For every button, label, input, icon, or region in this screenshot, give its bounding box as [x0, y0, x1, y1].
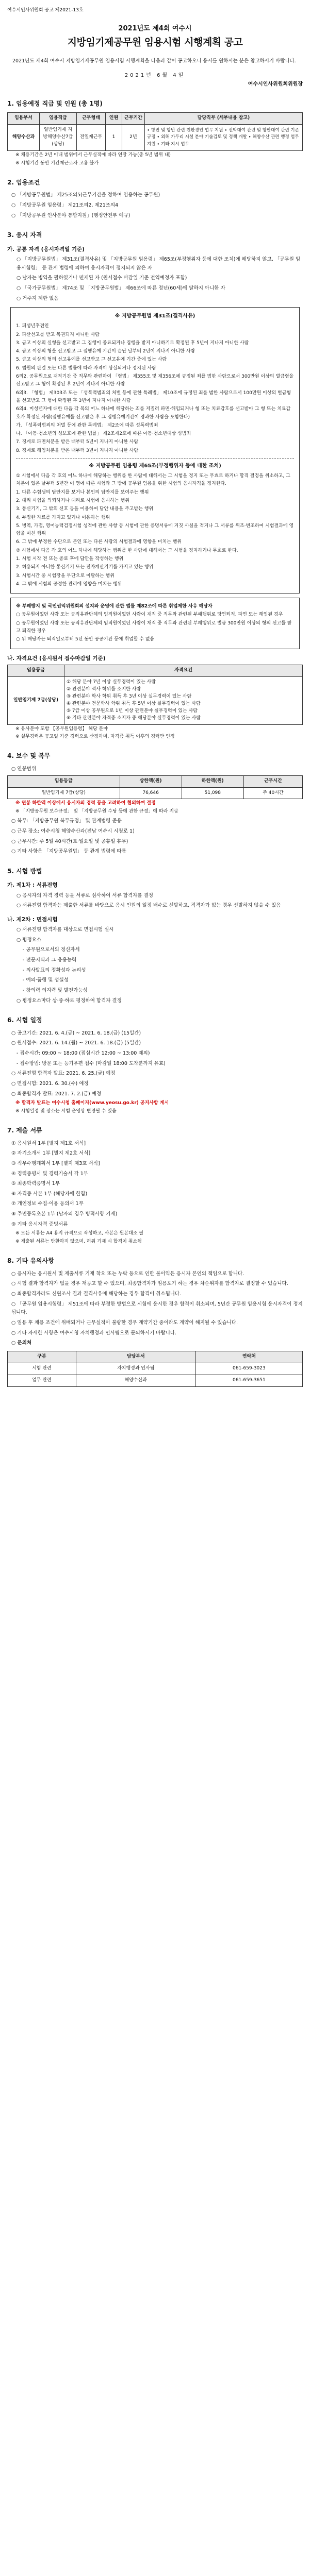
box-line: 4. 부정한 자료를 가지고 있거나 이용하는 행위 — [16, 515, 110, 520]
box-line: 5. 금고 이상의 형의 선고유예를 선고받고 그 선고유예 기간 중에 있는 사람 — [16, 357, 167, 363]
table-header-row — [8, 665, 303, 676]
s4-note: ※ 연봉 하한액 이상에서 응시자의 경력 등을 고려하여 협의하여 결정 — [15, 801, 156, 806]
box-line: 2. 파산선고를 받고 복권되지 아니한 사람 — [16, 332, 100, 337]
th-type: 근무형태 — [77, 113, 106, 125]
s7-item: ② 자기소개서 1부 [별지 제2호 서식] — [11, 1150, 91, 1157]
th-count: 인원 — [106, 113, 122, 125]
s6-note: ※ 합격자 발표는 여수시청 홈페이지(www.yeosu.go.kr) 공지사항 게시 — [15, 1100, 169, 1106]
s7-item: ⑥ 자격증 사본 1부 (해당자에 한함) — [11, 1191, 88, 1197]
s5-item: ○ 평정요소 — [17, 937, 42, 943]
s4-item: ○ 근무 장소: 여수시청 해양수산과(전남 여수시 시청로 1) — [11, 828, 135, 834]
s2-item: ○ 「지방공무원 임용령」 제21조의2, 제21조의4 — [11, 202, 119, 209]
th-hours: 근무시간 — [243, 775, 302, 787]
s6-item: - 접수방법: 방문 또는 등기우편 접수 (마감일 18:00 도착분까지 유효) — [17, 1060, 166, 1066]
th-salary-rank: 임용등급 — [8, 775, 120, 787]
s5-item: - 공무원으로서의 정신자세 — [23, 947, 80, 953]
th-contact-type: 구분 — [8, 1351, 76, 1363]
s5-item: ○ 서류전형 합격자는 제출한 서류를 바탕으로 응시 인원의 일정 배수로 선발하고, 적격자가 없는 경우 선발하지 않을 수 있음 — [17, 903, 281, 909]
s3-note: ※ 유사분야 포함 【공무원임용령】 해당 분야 — [15, 726, 108, 732]
s7-item: ⑤ 최종학력증명서 1부 — [11, 1181, 60, 1187]
th-req: 자격요건 — [64, 665, 303, 676]
cell-rank: 일반임기제 지방해양수산7급 (상당) — [40, 125, 77, 151]
s7-item: ④ 경력증명서 및 경력기술서 각 1부 — [11, 1171, 88, 1177]
s4-sub: ○ 연봉범위 — [11, 766, 37, 772]
cell-type: 전일제근무 — [77, 125, 106, 151]
box-line: 2. 허용되지 아니한 통신기기 또는 전자계산기기를 가지고 있는 행위 — [16, 565, 154, 570]
s6-item: ○ 원서접수: 2021. 6. 14.(월) ~ 2021. 6. 18.(금) (5일간) — [11, 1040, 141, 1046]
req-item: ⑤ 7급 이상 공무원으로 1년 이상 관련분야 실무경력이 있는 사람 — [67, 708, 198, 714]
box-line: 나. 「아동·청소년의 성보호에 관한 법률」 제2조제2호에 따른 아동·청소년대상 성범죄 — [16, 431, 191, 437]
cell-contact-type: 업무 관련 — [8, 1375, 76, 1386]
section-7-title: 7. 제출 서류 — [7, 1127, 42, 1134]
th-period: 근무기간 — [122, 113, 145, 125]
box-line: 1. 다른 수험생의 답안지를 보거나 본인의 답안지를 보여주는 행위 — [16, 489, 149, 495]
notice-title: 지방임기제공무원 임용시험 시행계획 공고 — [67, 37, 243, 48]
s5-item: - 창의력·의지력 및 발전가능성 — [23, 987, 88, 993]
s1-note-1: ※ 채용기간은 2년 이내 범위에서 근무실적에 따라 연장 가능(총 5년 범위 내) — [15, 152, 171, 158]
s5-item: - 예의·품행 및 성실성 — [23, 977, 69, 984]
box-line: 5. 병역, 가점, 영어능력검정시험 성적에 관한 사항 등 시험에 관한 증명서류에 거짓 사실을 적거나 그 서류를 위조·변조하여 시험결과에 영향을 미친 행위 — [16, 523, 294, 537]
s2-item: ○ 「지방공무원법」 제25조의5(근무기간을 정하여 임용하는 공무원) — [11, 192, 160, 198]
req-item: ① 해당 분야 7년 이상 실무경력이 있는 사람 — [67, 679, 156, 685]
s7-note: ※ 모든 서류는 A4 용지 규격으로 작성하고, 사본은 원본대조 필 — [15, 1231, 143, 1236]
s8-item: ○ 기타 자세한 사항은 여수시청 자치행정과 인사팀으로 문의하시기 바랍니다. — [11, 1330, 176, 1336]
box-line: ② 시험에서 다음 각 호의 어느 하나에 해당하는 행위를 한 사람에 대해서는 그 시험을 정지하거나 무효로 한다. — [16, 548, 238, 553]
s7-note: ※ 제출된 서류는 반환하지 않으며, 허위 기재 시 합격이 취소됨 — [15, 1239, 142, 1245]
box-line: 3. 통신기기, 그 밖의 신호 등을 이용하여 답안 내용을 주고받는 행위 — [16, 506, 154, 512]
s1-note-2: ※ 시험기간 동안 기간제근로자 고용 불가 — [15, 160, 99, 166]
s2-item: ○ 「지방공무원 인사분야 통합지침」(행정안전부 예규) — [11, 212, 130, 218]
cell-salary-max: 76,646 — [120, 787, 182, 799]
th-duty: 담당직무 (세부내용 참고) — [145, 113, 303, 125]
table-row — [8, 125, 303, 151]
box-line: 6. 법원의 판결 또는 다른 법률에 따라 자격이 상실되거나 정지된 사람 — [16, 365, 156, 371]
anticorruption-box — [10, 598, 300, 649]
box-line: 8. 징계로 해임처분을 받은 때부터 3년이 지나지 아니한 사람 — [16, 448, 139, 453]
section-6-title: 6. 시험 일정 — [7, 1016, 42, 1024]
box-line: 4. 금고 이상의 형을 선고받고 그 집행유예 기간이 끝난 날부터 2년이 지나지 아니한 사람 — [16, 349, 195, 354]
box-line: 6. 그 밖에 부정한 수단으로 본인 또는 다른 사람의 시험결과에 영향을 미치는 행위 — [16, 539, 182, 545]
notice-number: 여수시인사위원회 공고 제2021-13호 — [7, 8, 84, 13]
recruit-table — [7, 112, 303, 151]
s7-item: ⑧ 주민등록초본 1부 (남자의 경우 병적사항 기재) — [11, 1211, 118, 1217]
cell-contact-dept: 해양수산과 — [76, 1375, 195, 1386]
cell-contact-dept: 자치행정과 인사팀 — [76, 1363, 195, 1375]
s3-item: ○ 남자는 병역을 필하였거나 면제된 자 (원서접수 마감일 기준 전역예정자 포함) — [17, 275, 187, 281]
box-line: 6의2. 공무원으로 재직기간 중 직무와 관련하여 「형법」 제355조 및 제356조에 규정된 죄를 범한 사람으로서 300만원 이상의 벌금형을 선고받고 그 형이 확정된 후 2년이 지나지 아니한 사람 — [16, 374, 294, 387]
s7-item: ① 응시원서 1부 [별지 제1호 서식] — [11, 1140, 86, 1146]
th-dept: 임용부서 — [8, 113, 40, 125]
s4-item: ○ 복무: 「지방공무원 복무규정」 및 관계법령 준용 — [11, 818, 122, 824]
issuing-org: 여수시인사위원회위원장 — [248, 81, 303, 88]
s6-item: ○ 면접시험: 2021. 6. 30.(수) 예정 — [11, 1080, 89, 1087]
s8-item: ○ 최종합격자라도 신원조사 결과 결격사유에 해당하는 경우 합격이 취소됩니다. — [11, 1291, 182, 1297]
section-5-title: 5. 시험 방법 — [7, 867, 42, 875]
requirement-table — [7, 665, 303, 725]
table-row — [8, 1375, 303, 1386]
cell-duty: ∙ 항만 및 항만 관련 친환경인 업무 지원 ∙ 선박대여 관련 및 항만대여 관련 기존 규정 ∙ 외해 가두리 시설 분야 기술검토 및 정책 개발 ∙ 해양수산 관련 행정 업무 지원 ∙ 기타 지시 업무 — [145, 125, 303, 151]
s6-item: ○ 서류전형 합격자 발표: 2021. 6. 25.(금) 예정 — [11, 1071, 116, 1077]
cell-count: 1 — [106, 125, 122, 151]
box-line: 가. 「성폭력범죄의 처벌 등에 관한 특례법」 제2조에 따른 성폭력범죄 — [16, 422, 158, 428]
req-item: ④ 관련분야 전문학사 학위 취득 후 5년 이상 실무경력이 있는 사람 — [67, 701, 201, 706]
cell-contact-type: 시험 관련 — [8, 1363, 76, 1375]
s3-item: ○ 「지방공무원법」 제31조(결격사유) 및 「지방공무원 임용령」 제65조(부정행위자 등에 대한 조치)에 해당하지 않고, 「공무원 임용시험령」 등 관계 법령에 의하여 응시자격이 정지되지 않은 자 — [17, 257, 301, 271]
section-8-title: 8. 기타 유의사항 — [7, 1257, 54, 1265]
section-3-title: 3. 응시 자격 — [7, 231, 42, 239]
s7-item: ⑨ 기타 응시자격 증빙서류 — [11, 1221, 68, 1227]
notice-subtitle: 2021년도 제4회 여수시 — [118, 24, 192, 32]
box-line: 2. 대리 시험을 의뢰하거나 대리로 시험에 응시하는 행위 — [16, 498, 129, 503]
s8-item: ○ 임용 후 채용 조건에 위배되거나 근무실적이 불량한 경우 계약기간 중이라도 계약이 해지될 수 있습니다. — [11, 1319, 238, 1326]
s8-item: ○ 「공무원 임용시험령」 제51조에 따라 부정한 방법으로 시험에 응시한 경우 합격이 취소되며, 5년간 공무원 임용시험 응시자격이 정지됩니다. — [11, 1301, 303, 1316]
s4-item: ○ 근무시간: 주 5일 40시간(토·일요일 및 공휴일 휴무) — [11, 838, 128, 844]
s6-item: - 접수시간: 09:00 ~ 18:00 (점심시간 12:00 ~ 13:00 제외) — [17, 1050, 150, 1057]
notice-date: 2021년 6월 4일 — [124, 72, 186, 78]
box2-title: ※ 지방공무원 임용령 제65조(부정행위자 등에 대한 조치) — [89, 463, 221, 469]
table-header-row — [8, 1351, 303, 1363]
table-row — [8, 1363, 303, 1375]
box-line: 1. 시험 시작 전 또는 종료 후에 답안을 작성하는 행위 — [16, 556, 124, 562]
table-row — [8, 676, 303, 724]
box-line: ① 시험에서 다음 각 호의 어느 하나에 해당하는 행위를 한 사람에 대해서는 그 시험을 정지 또는 무효로 하거나 합격 결정을 취소하고, 그 처분이 있은 날부터 5년간 이 영에 따른 시험과 그 밖에 공무원 임용을 위한 시험의 응시자격을 정지한다. — [16, 473, 290, 487]
box-line: ○ 공무원이었던 사람 또는 공직유관단체의 임직원이었던 사람이 재직 중 직무와 관련된 부패행위로 벌금 300만원 이상의 형의 선고를 받고 퇴직한 경우 — [16, 620, 292, 634]
disqualification-box — [10, 307, 300, 594]
table-header-row — [8, 113, 303, 125]
s4-item: ○ 기타 사항은 「지방공무원법」 등 관계 법령에 따름 — [11, 849, 126, 855]
th-rank: 임용직급 — [40, 113, 77, 125]
box-line: 3. 시험시간 중 시험장을 무단으로 이탈하는 행위 — [16, 573, 115, 579]
box-line: 3. 금고 이상의 실형을 선고받고 그 집행이 종료되거나 집행을 받지 아니하기로 확정된 후 5년이 지나지 아니한 사람 — [16, 340, 249, 346]
s3-sub1: 가. 공통 자격 (응시자격일 기준) — [7, 246, 85, 252]
cell-hours: 주 40시간 — [243, 787, 302, 799]
box-line: 6의3. 「형법」 제303조 또는 「성폭력범죄의 처벌 등에 관한 특례법」 제10조에 규정된 죄를 범한 사람으로서 100만원 이상의 벌금형을 선고받고 그 형이 확정된 후 3년이 지나지 아니한 사람 — [16, 390, 291, 403]
req-item: ⑥ 기타 관련분야 자격증 소지자 중 해당분야 실무경력이 있는 사람 — [67, 715, 201, 721]
box-line: 4. 그 밖에 시험의 공정한 관리에 영향을 미치는 행위 — [16, 581, 122, 587]
cell-period: 2년 — [122, 125, 145, 151]
contact-table — [7, 1351, 303, 1387]
s3-sub2: 나. 자격요건 (응시원서 접수마감일 기준) — [7, 655, 106, 662]
s5-sub2: 나. 제2차 : 면접시험 — [7, 916, 58, 923]
table-header-row — [8, 775, 303, 787]
cell-contact-phone: 061-659-3651 — [195, 1375, 302, 1386]
th-salary-min: 하한액(원) — [182, 775, 243, 787]
intro-paragraph: 2021년도 제4회 여수시 지방임기제공무원 임용시험 시행계획을 다음과 같이 공고하오니 응시를 원하시는 분은 참고하시기 바랍니다. — [12, 58, 296, 64]
box-title: ※ 지방공무원법 제31조(결격사유) — [115, 313, 195, 319]
s5-item: - 전문지식과 그 응용능력 — [23, 957, 77, 963]
s7-item: ③ 직무수행계획서 1부 [별지 제3호 서식] — [11, 1160, 100, 1166]
s6-item: ○ 공고기간: 2021. 6. 4.(금) ~ 2021. 6. 18.(금) (15일간) — [11, 1030, 141, 1036]
section-4-title: 4. 보수 및 복무 — [7, 752, 51, 760]
s8-item: ○ 응시자는 응시원서 및 제출서류 기재 착오 또는 누락 등으로 인한 불이익은 응시자 본인의 책임으로 합니다. — [11, 1270, 244, 1277]
s3-item: ○ 거주지 제한 없음 — [17, 295, 59, 301]
s3-note: ※ 실무경력은 공고일 기준 경력으로 산정하며, 자격증 취득 이후의 경력만 인정 — [15, 734, 175, 740]
contact-title: ○ 문의처 — [11, 1340, 32, 1346]
box-line: 7. 징계로 파면처분을 받은 때부터 5년이 지나지 아니한 사람 — [16, 439, 139, 445]
th-contact-dept: 담당부서 — [76, 1351, 195, 1363]
box-divider — [16, 458, 294, 459]
s6-note: ※ 시험일정 및 장소는 시험 운영상 변경될 수 있음 — [15, 1109, 117, 1114]
s5-item: ○ 서류전형 합격자를 대상으로 면접시험 실시 — [17, 927, 114, 933]
box-line: ○ 공무원이었던 사람 또는 공직유관단체의 임직원이었던 사람이 재직 중 직무와 관련된 부패행위로 당연퇴직, 파면 또는 해임된 경우 — [16, 612, 283, 618]
cell-req-rank: 일반임기제 7급(상당) — [8, 676, 64, 724]
cell-req-list — [64, 676, 303, 724]
s5-item: ○ 평정요소마다 상·중·하로 평정하여 합격자 결정 — [17, 997, 122, 1004]
s5-item: ○ 응시자의 자격 경력 등을 서류로 심사하여 서류 합격자를 결정 — [17, 892, 153, 899]
s5-sub1: 가. 제1차 : 서류전형 — [7, 882, 58, 889]
s3-item: ○ 「국가공무원법」 제74조 및 「지방공무원법」 제66조에 따른 정년(60세)에 달하지 아니한 자 — [17, 285, 225, 292]
salary-table — [7, 775, 303, 800]
s7-item: ⑦ 개인정보 수집·이용 동의서 1부 — [11, 1201, 84, 1207]
box-line: ○ 위 해당자는 퇴직일로부터 5년 동안 공공기관 등에 취업할 수 없음 — [16, 637, 155, 642]
th-req-rank: 임용등급 — [8, 665, 64, 676]
cell-dept: 해양수산과 — [8, 125, 40, 151]
s5-item: - 의사발표의 정확성과 논리성 — [23, 967, 86, 973]
th-contact-phone: 연락처 — [195, 1351, 302, 1363]
req-item: ② 관련분야 석사 학위를 소지한 사람 — [67, 686, 141, 692]
box-line: 1. 피성년후견인 — [16, 324, 49, 329]
req-item: ③ 관련분야 학사 학위 취득 후 3년 이상 실무경력이 있는 사람 — [67, 693, 192, 699]
th-salary-max: 상한액(원) — [120, 775, 182, 787]
box-line: 6의4. 미성년자에 대한 다음 각 목의 어느 하나에 해당하는 죄를 저질러 파면·해임되거나 형 또는 치료감호를 선고받아 그 형 또는 치료감호가 확정된 사람(집행유예를 선고받은 후 그 집행유예기간이 경과한 사람을 포함한다) — [16, 406, 291, 420]
box-line: ※ 부패방지 및 국민권익위원회의 설치와 운영에 관한 법률 제82조에 따른 취업제한 사유 해당자 — [16, 604, 213, 609]
s8-item: ○ 시험 결과 합격자가 없을 경우 재공고 할 수 있으며, 최종합격자가 임용포기 하는 경우 차순위자를 합격자로 결정할 수 있습니다. — [11, 1281, 288, 1287]
section-2-title: 2. 임용조건 — [7, 178, 40, 186]
s6-item: ○ 최종합격자 발표: 2021. 7. 2.(금) 예정 — [11, 1091, 102, 1097]
section-1-title: 1. 임용예정 직급 및 인원 (총 1명) — [7, 99, 103, 107]
table-row — [8, 787, 303, 799]
s4-note: ※ 「지방공무원 보수규정」 및 「지방공무원 수당 등에 관한 규정」에 따라 지급 — [15, 809, 178, 815]
cell-salary-rank: 일반임기제 7급(상당) — [8, 787, 120, 799]
cell-salary-min: 51,098 — [182, 787, 243, 799]
cell-contact-phone: 061-659-3023 — [195, 1363, 302, 1375]
